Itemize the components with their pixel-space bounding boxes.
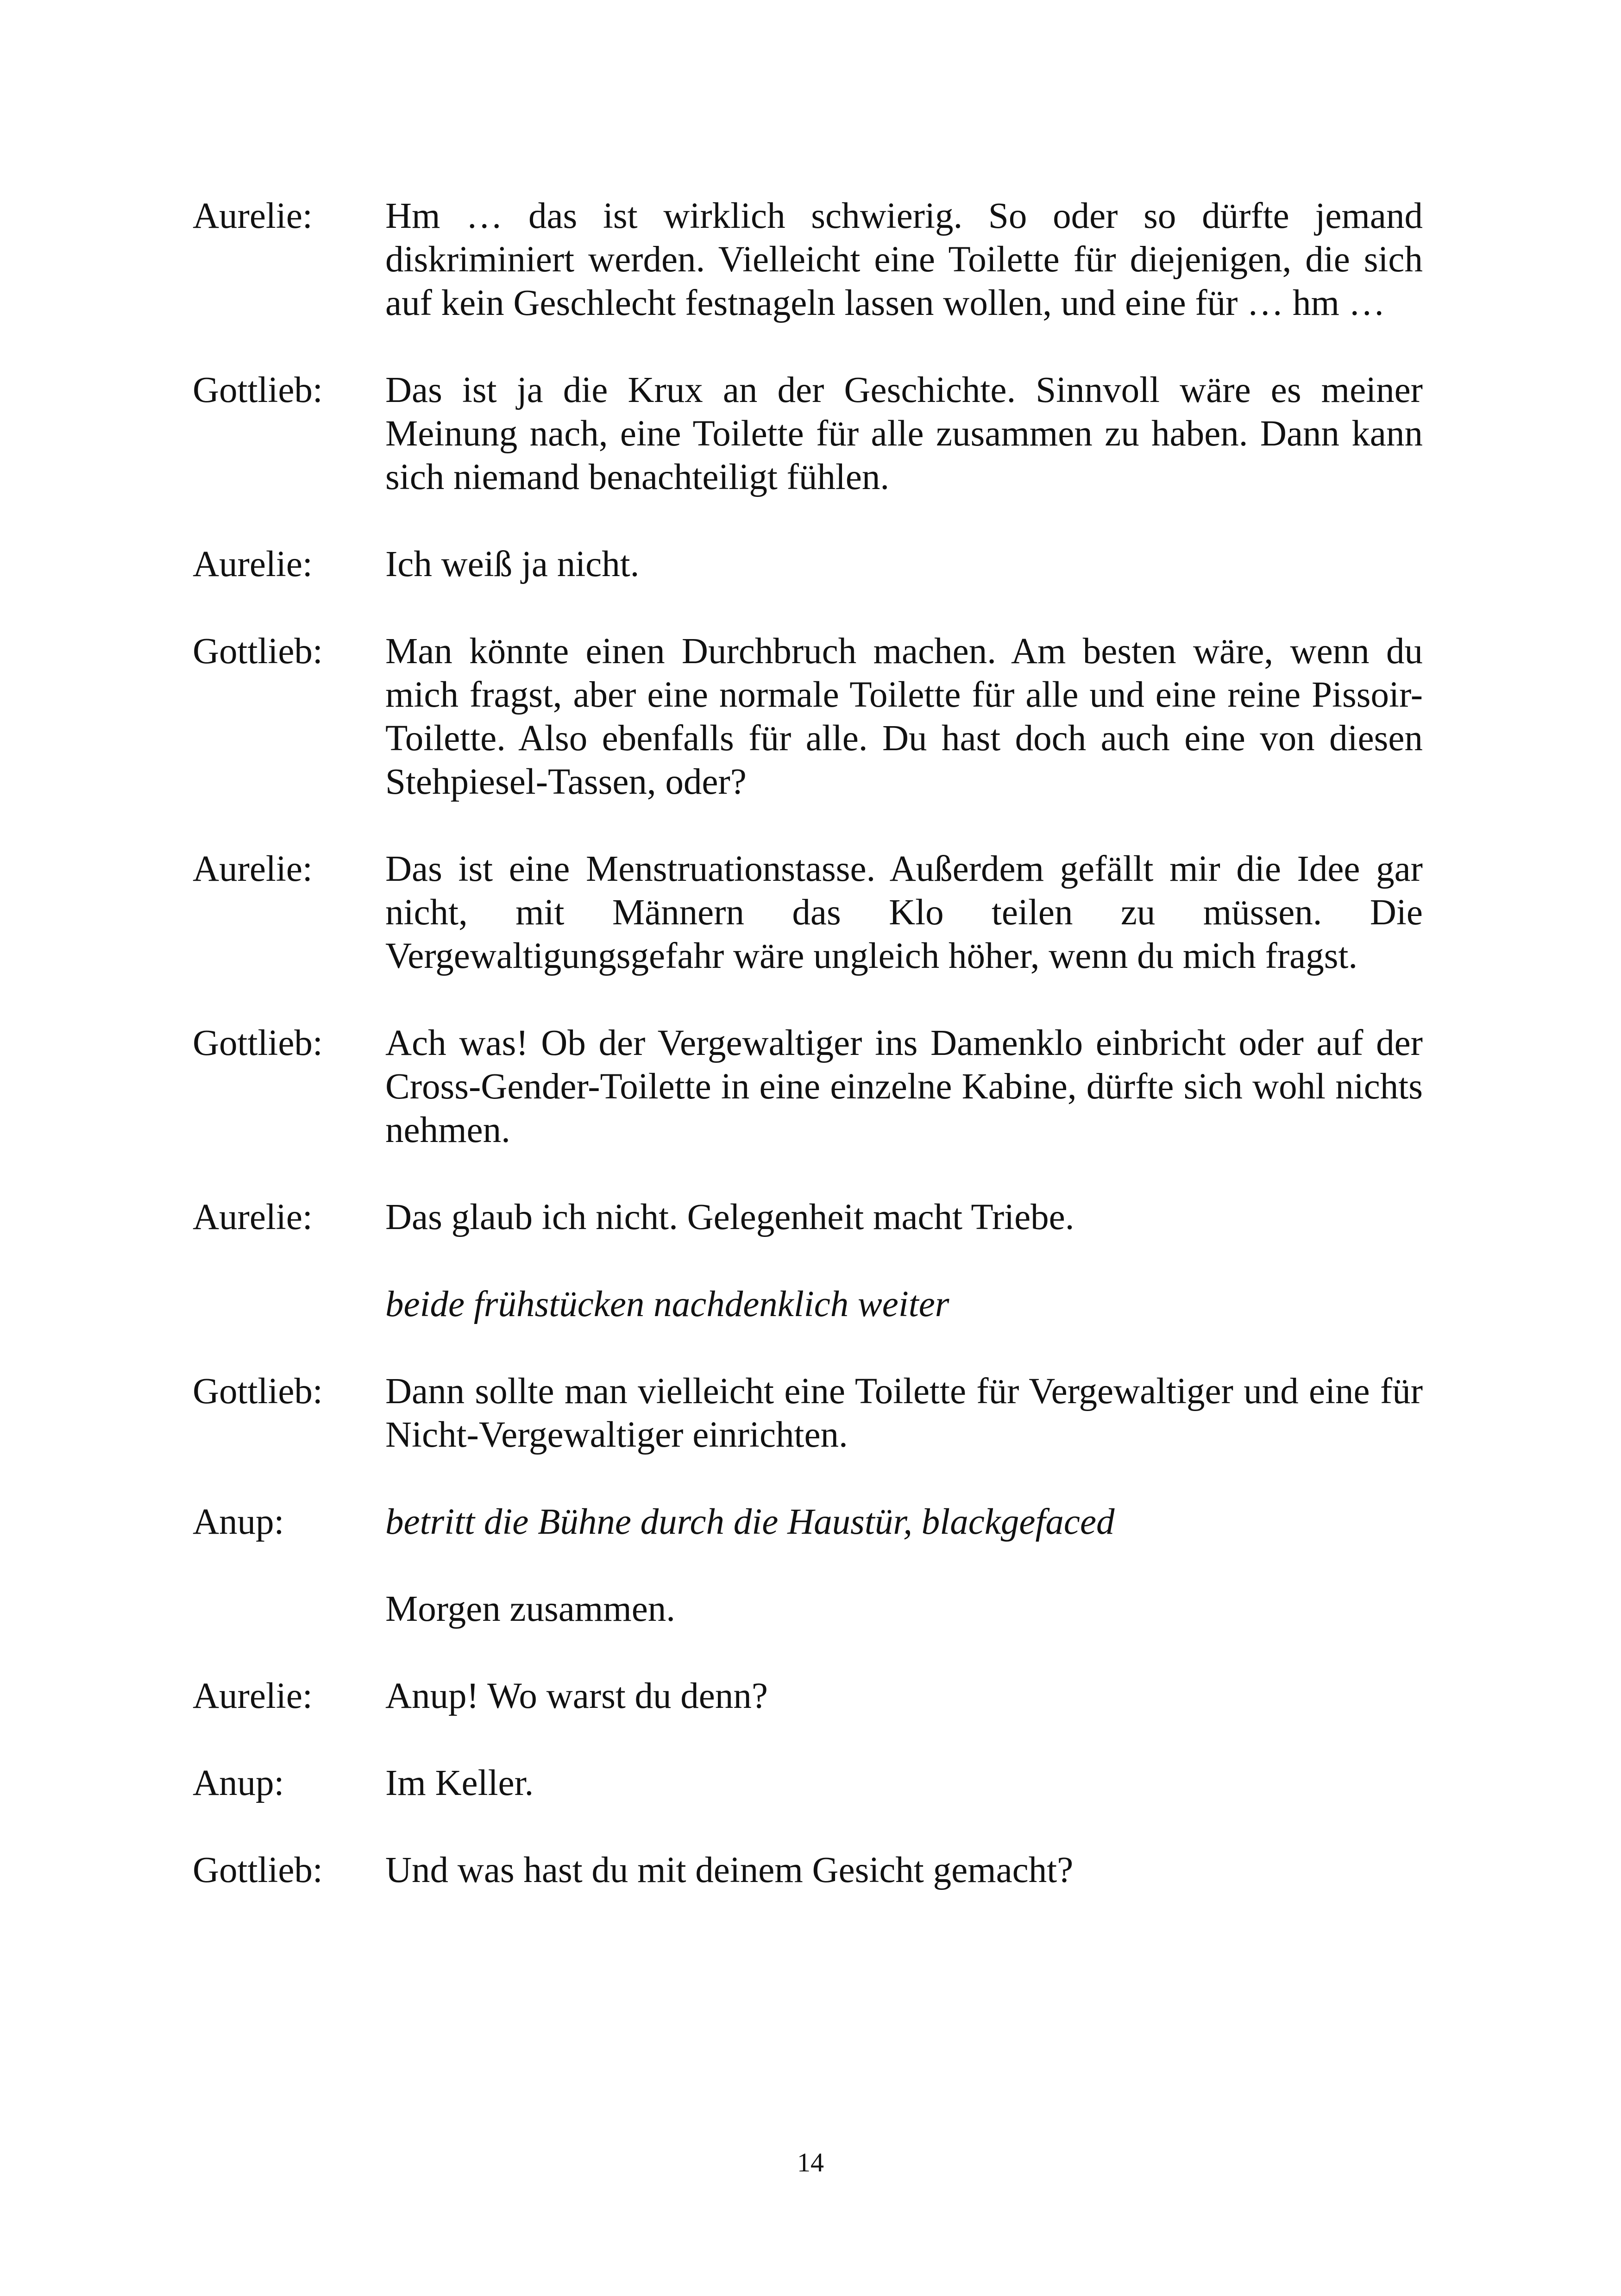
dialogue-entry <box>193 543 1423 586</box>
speech-text: Man könnte einen Durchbruch machen. Am besten wäre, wenn du mich fragst, aber eine normale Toilette für alle und eine reine Pissoir-Toilette. Also ebenfalls für alle. Du hast doch auch eine von diesen Stehpiesel-Tassen, oder? <box>385 631 1423 802</box>
entry-spacer <box>193 804 1423 847</box>
dialogue-lines <box>385 1370 1423 1457</box>
dialogue-lines <box>385 1849 1423 1892</box>
speech-text: Das ist eine Menstruationstasse. Außerdem gefällt mir die Idee gar nicht, mit Männern das Klo teilen zu müssen. Die Vergewaltigungsgefahr wäre ungleich höher, wenn du mich fragst. <box>385 849 1423 976</box>
dialogue-lines <box>385 630 1423 804</box>
dialogue-entry <box>193 369 1423 499</box>
entry-spacer <box>193 499 1423 543</box>
speaker-name: Gottlieb: <box>193 1023 323 1063</box>
entry-spacer <box>193 1631 1423 1675</box>
dialogue-lines <box>385 1675 1423 1718</box>
dialogue-entry <box>193 194 1423 325</box>
dialogue-entry <box>193 1849 1423 1892</box>
speaker-name: Gottlieb: <box>193 1371 323 1411</box>
speech-text: Im Keller. <box>385 1763 534 1803</box>
entry-spacer <box>193 1805 1423 1849</box>
dialogue-lines <box>385 369 1423 499</box>
entry-spacer <box>193 1718 1423 1762</box>
speech-text: Ich weiß ja nicht. <box>385 544 640 584</box>
dialogue-entry <box>193 1196 1423 1326</box>
entry-spacer <box>193 1326 1423 1370</box>
speaker-name: Gottlieb: <box>193 370 323 410</box>
dialogue-lines <box>385 1500 1423 1631</box>
entry-spacer <box>193 586 1423 630</box>
entry-spacer <box>193 325 1423 369</box>
speech-text: Hm … das ist wirklich schwierig. So oder so dürfte jemand diskriminiert werden. Vielleicht eine Toilette für diejenigen, die sich auf kein Geschlecht festnageln lassen wollen, und eine für … hm … <box>385 196 1423 323</box>
dialogue-entry <box>193 1675 1423 1718</box>
speech-text: Anup! Wo warst du denn? <box>385 1676 768 1716</box>
dialogue-lines <box>385 1196 1423 1326</box>
stage-direction: betritt die Bühne durch die Haustür, blackgefaced <box>385 1502 1115 1542</box>
dialogue-lines <box>385 1022 1423 1152</box>
dialogue-script <box>193 194 1423 1892</box>
speech-text: Und was hast du mit deinem Gesicht gemacht? <box>385 1850 1074 1890</box>
entry-spacer <box>193 1152 1423 1196</box>
dialogue-lines <box>385 847 1423 978</box>
speaker-name: Gottlieb: <box>193 631 323 671</box>
dialogue-entry <box>193 1022 1423 1152</box>
speaker-name: Aurelie: <box>193 1197 313 1237</box>
dialogue-entry <box>193 1500 1423 1631</box>
speaker-name: Aurelie: <box>193 196 313 236</box>
dialogue-lines <box>385 543 1423 586</box>
stage-direction: beide frühstücken nachdenklich weiter <box>385 1284 949 1324</box>
page-number: 14 <box>797 2147 824 2177</box>
dialogue-entry <box>193 630 1423 804</box>
entry-spacer <box>193 978 1423 1022</box>
dialogue-entry <box>193 1762 1423 1805</box>
speech-text: Dann sollte man vielleicht eine Toilette für Vergewaltiger und eine für Nicht-Vergewaltiger einrichten. <box>385 1371 1423 1455</box>
speaker-name: Anup: <box>193 1502 284 1542</box>
speech-text: Das glaub ich nicht. Gelegenheit macht Triebe. <box>385 1197 1074 1237</box>
speaker-name: Aurelie: <box>193 1676 313 1716</box>
speaker-name: Aurelie: <box>193 849 313 889</box>
dialogue-entry <box>193 1370 1423 1457</box>
speech-text: Ach was! Ob der Vergewaltiger ins Damenklo einbricht oder auf der Cross-Gender-Toilette in eine einzelne Kabine, dürfte sich wohl nichts nehmen. <box>385 1023 1423 1150</box>
speaker-name: Anup: <box>193 1763 284 1803</box>
dialogue-lines <box>385 194 1423 325</box>
speaker-name: Gottlieb: <box>193 1850 323 1890</box>
speech-text: Das ist ja die Krux an der Geschichte. Sinnvoll wäre es meiner Meinung nach, eine Toilette für alle zusammen zu haben. Dann kann sich niemand benachteiligt fühlen. <box>385 370 1423 497</box>
speech-text: Morgen zusammen. <box>385 1589 676 1629</box>
dialogue-lines <box>385 1762 1423 1805</box>
entry-spacer <box>193 1457 1423 1500</box>
dialogue-entry <box>193 847 1423 978</box>
speaker-name: Aurelie: <box>193 544 313 584</box>
